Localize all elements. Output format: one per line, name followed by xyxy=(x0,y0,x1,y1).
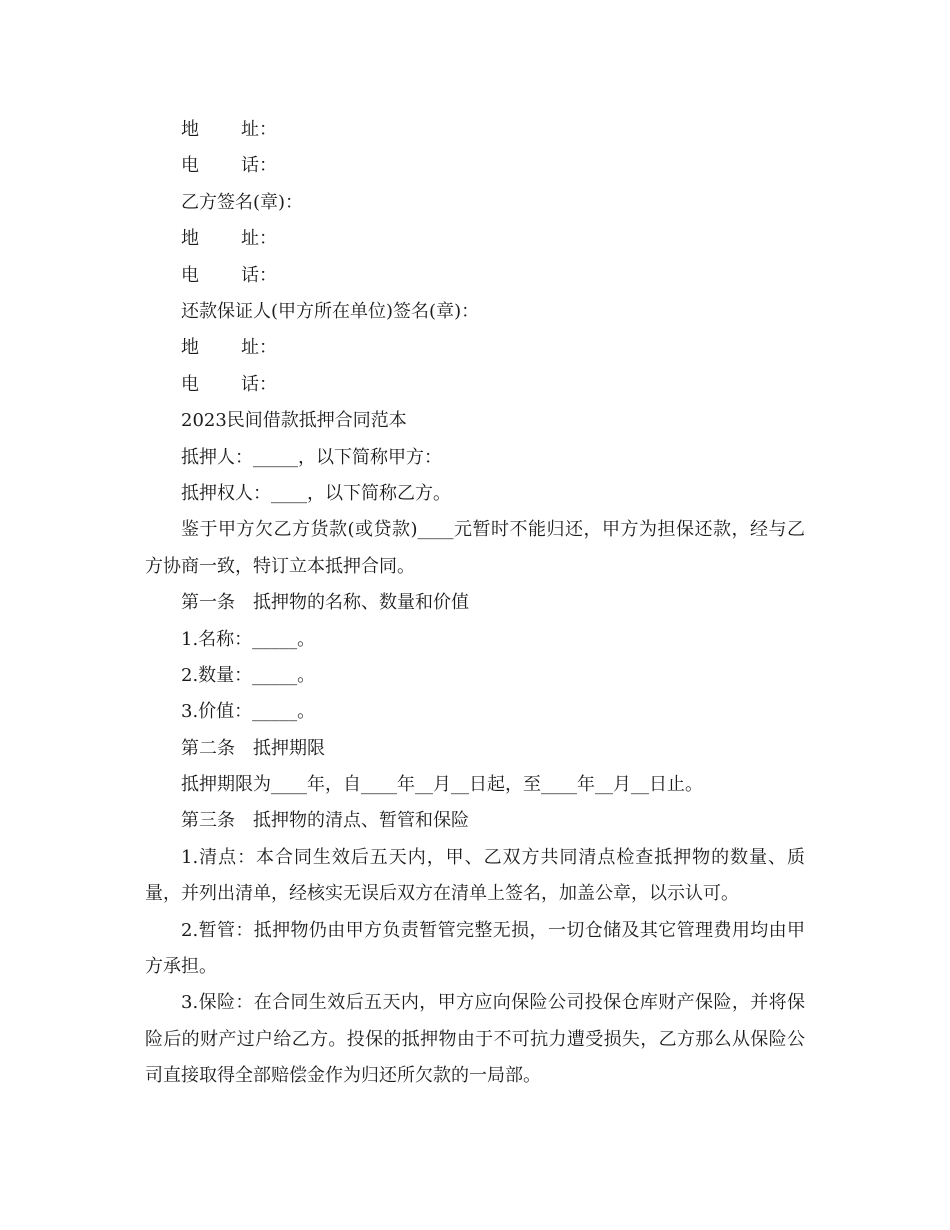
guarantor-signature-label: 还款保证人(甲方所在单位)签名(章)： xyxy=(181,300,480,322)
article-3-item-custody: 2.暂管：抵押物仍由甲方负责暂管完整无损，一切仓储及其它管理费用均由甲方承担。 xyxy=(145,919,805,978)
preamble-paragraph: 鉴于甲方欠乙方货款(或贷款)____元暂时不能归还，甲方为担保还款，经与乙方协商一致，特订立本抵押合同。 xyxy=(145,519,805,577)
article-3-item-inventory: 1.清点：本合同生效后五天内，甲、乙双方共同清点检查抵押物的数量、质量，并列出清单，经核实无误后双方在清单上签名，加盖公章，以示认可。 xyxy=(145,846,805,905)
party-a-address-field: 地 址： xyxy=(181,119,277,140)
article-2-heading: 第二条 抵押期限 xyxy=(181,737,325,759)
mortgagee-line: 抵押权人：____，以下简称乙方。 xyxy=(181,482,451,504)
guarantor-address-field: 地 址： xyxy=(181,337,277,359)
article-1-item-name: 1.名称：_____。 xyxy=(181,628,316,650)
party-a-phone-field: 电 话： xyxy=(181,155,277,177)
guarantor-phone-field: 电 话： xyxy=(181,373,277,395)
article-1-heading: 第一条 抵押物的名称、数量和价值 xyxy=(181,592,469,614)
party-b-signature-label: 乙方签名(章)： xyxy=(181,191,304,213)
article-1-item-quantity: 2.数量：_____。 xyxy=(181,664,316,686)
article-1-item-value: 3.价值：_____。 xyxy=(181,701,316,723)
contract-title: 2023民间借款抵押合同范本 xyxy=(181,410,407,432)
document-body xyxy=(145,112,805,1095)
party-b-phone-field: 电 话： xyxy=(181,264,277,286)
article-2-text: 抵押期限为____年，自____年__月__日起，至____年__月__日止。 xyxy=(181,774,703,796)
party-b-address-field: 地 址： xyxy=(181,228,277,250)
mortgagor-line: 抵押人：_____，以下简称甲方： xyxy=(181,446,442,468)
article-3-item-insurance: 3.保险：在合同生效后五天内，甲方应向保险公司投保仓库财产保险，并将保险后的财产过户给乙方。投保的抵押物由于不可抗力遭受损失，乙方那么从保险公司直接取得全部赔偿金作为归还所欠款的一局部。 xyxy=(145,992,805,1087)
article-3-heading: 第三条 抵押物的清点、暂管和保险 xyxy=(181,810,469,832)
